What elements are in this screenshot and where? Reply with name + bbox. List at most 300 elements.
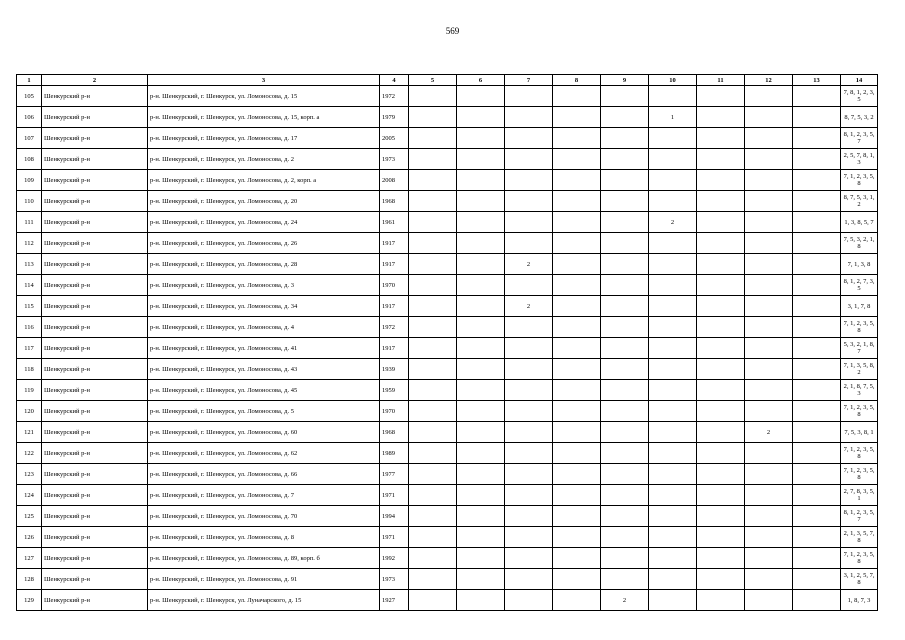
table-row [17, 422, 878, 443]
col-14-cell: 7, 1, 3, 8 [841, 254, 878, 275]
district-cell: Шенкурский р-н [42, 506, 148, 527]
col-7-cell [505, 590, 553, 611]
district-cell: Шенкурский р-н [42, 317, 148, 338]
district-cell: Шенкурский р-н [42, 191, 148, 212]
row-number-cell: 112 [17, 233, 42, 254]
col-9-cell [601, 527, 649, 548]
col-7-cell [505, 233, 553, 254]
col-8-cell [553, 422, 601, 443]
col-11-cell [697, 401, 745, 422]
col-6-cell [457, 485, 505, 506]
header-col-8: 8 [553, 75, 601, 86]
col-6-cell [457, 569, 505, 590]
district-cell: Шенкурский р-н [42, 569, 148, 590]
col-6-cell [457, 527, 505, 548]
col-11-cell [697, 443, 745, 464]
col-9-cell [601, 107, 649, 128]
col-14-cell: 7, 5, 3, 2, 1, 8 [841, 233, 878, 254]
col-8-cell [553, 191, 601, 212]
col-12-cell [745, 254, 793, 275]
col-13-cell [793, 149, 841, 170]
year-cell: 1971 [380, 527, 409, 548]
col-12-cell [745, 170, 793, 191]
col-5-cell [409, 506, 457, 527]
col-6-cell [457, 590, 505, 611]
col-5-cell [409, 233, 457, 254]
col-6-cell [457, 233, 505, 254]
col-9-cell [601, 380, 649, 401]
year-cell: 2005 [380, 128, 409, 149]
col-10-cell [649, 506, 697, 527]
year-cell: 1917 [380, 233, 409, 254]
col-7-cell [505, 338, 553, 359]
year-cell: 1970 [380, 401, 409, 422]
col-9-cell: 2 [601, 590, 649, 611]
year-cell: 1979 [380, 107, 409, 128]
table-row [17, 380, 878, 401]
col-5-cell [409, 548, 457, 569]
table-row [17, 191, 878, 212]
col-14-cell: 8, 7, 5, 3, 2 [841, 107, 878, 128]
district-cell: Шенкурский р-н [42, 527, 148, 548]
year-cell: 1959 [380, 380, 409, 401]
col-14-cell: 2, 5, 7, 8, 1, 3 [841, 149, 878, 170]
col-5-cell [409, 191, 457, 212]
table-row [17, 590, 878, 611]
row-number-cell: 127 [17, 548, 42, 569]
col-10-cell [649, 527, 697, 548]
district-cell: Шенкурский р-н [42, 422, 148, 443]
col-7-cell [505, 548, 553, 569]
col-6-cell [457, 338, 505, 359]
col-12-cell [745, 506, 793, 527]
district-cell: Шенкурский р-н [42, 590, 148, 611]
row-number-cell: 117 [17, 338, 42, 359]
col-9-cell [601, 275, 649, 296]
col-12-cell [745, 233, 793, 254]
col-6-cell [457, 359, 505, 380]
table-row [17, 149, 878, 170]
header-col-5: 5 [409, 75, 457, 86]
col-6-cell [457, 191, 505, 212]
col-5-cell [409, 590, 457, 611]
col-12-cell [745, 401, 793, 422]
col-13-cell [793, 464, 841, 485]
col-5-cell [409, 569, 457, 590]
address-cell: р-н. Шенкурский, г. Шенкурск, ул. Ломоносова, д. 20 [148, 191, 380, 212]
col-8-cell [553, 86, 601, 107]
col-7-cell [505, 107, 553, 128]
row-number-cell: 113 [17, 254, 42, 275]
row-number-cell: 105 [17, 86, 42, 107]
col-13-cell [793, 485, 841, 506]
district-cell: Шенкурский р-н [42, 338, 148, 359]
col-8-cell [553, 149, 601, 170]
col-12-cell: 2 [745, 422, 793, 443]
col-5-cell [409, 317, 457, 338]
table-row [17, 317, 878, 338]
col-5-cell [409, 338, 457, 359]
row-number-cell: 111 [17, 212, 42, 233]
district-cell: Шенкурский р-н [42, 170, 148, 191]
row-number-cell: 115 [17, 296, 42, 317]
table-row [17, 233, 878, 254]
col-8-cell [553, 359, 601, 380]
col-8-cell [553, 506, 601, 527]
col-13-cell [793, 527, 841, 548]
col-12-cell [745, 380, 793, 401]
col-7-cell: 2 [505, 296, 553, 317]
col-13-cell [793, 128, 841, 149]
address-cell: р-н. Шенкурский, г. Шенкурск, ул. Луначарского, д. 15 [148, 590, 380, 611]
col-7-cell [505, 569, 553, 590]
col-14-cell: 7, 1, 2, 3, 5, 8 [841, 401, 878, 422]
col-9-cell [601, 149, 649, 170]
col-11-cell [697, 506, 745, 527]
col-6-cell [457, 254, 505, 275]
district-cell: Шенкурский р-н [42, 86, 148, 107]
col-8-cell [553, 128, 601, 149]
col-8-cell [553, 254, 601, 275]
district-cell: Шенкурский р-н [42, 149, 148, 170]
col-9-cell [601, 401, 649, 422]
col-6-cell [457, 506, 505, 527]
housing-registry-table [16, 74, 878, 611]
col-7-cell [505, 506, 553, 527]
col-7-cell [505, 485, 553, 506]
table-row [17, 107, 878, 128]
col-13-cell [793, 506, 841, 527]
col-11-cell [697, 422, 745, 443]
col-5-cell [409, 359, 457, 380]
col-10-cell: 1 [649, 107, 697, 128]
col-6-cell [457, 401, 505, 422]
col-9-cell [601, 128, 649, 149]
col-5-cell [409, 254, 457, 275]
col-12-cell [745, 212, 793, 233]
col-14-cell: 8, 1, 2, 3, 5, 7 [841, 128, 878, 149]
col-11-cell [697, 317, 745, 338]
col-7-cell [505, 401, 553, 422]
col-5-cell [409, 212, 457, 233]
row-number-cell: 110 [17, 191, 42, 212]
table-row [17, 548, 878, 569]
table-row [17, 338, 878, 359]
col-11-cell [697, 212, 745, 233]
col-13-cell [793, 338, 841, 359]
year-cell: 1989 [380, 443, 409, 464]
year-cell: 1973 [380, 569, 409, 590]
header-col-1: 1 [17, 75, 42, 86]
header-col-13: 13 [793, 75, 841, 86]
col-11-cell [697, 149, 745, 170]
col-13-cell [793, 191, 841, 212]
district-cell: Шенкурский р-н [42, 443, 148, 464]
col-9-cell [601, 569, 649, 590]
row-number-cell: 128 [17, 569, 42, 590]
row-number-cell: 121 [17, 422, 42, 443]
table-row [17, 443, 878, 464]
col-14-cell: 8, 1, 2, 3, 5, 7 [841, 506, 878, 527]
col-14-cell: 3, 1, 2, 5, 7, 8 [841, 569, 878, 590]
col-5-cell [409, 401, 457, 422]
col-11-cell [697, 254, 745, 275]
col-6-cell [457, 86, 505, 107]
col-6-cell [457, 380, 505, 401]
col-14-cell: 2, 1, 8, 7, 5, 3 [841, 380, 878, 401]
col-9-cell [601, 485, 649, 506]
district-cell: Шенкурский р-н [42, 296, 148, 317]
col-12-cell [745, 443, 793, 464]
row-number-cell: 123 [17, 464, 42, 485]
col-13-cell [793, 254, 841, 275]
col-11-cell [697, 191, 745, 212]
col-9-cell [601, 233, 649, 254]
col-14-cell: 7, 1, 2, 3, 5, 8 [841, 170, 878, 191]
col-13-cell [793, 170, 841, 191]
col-10-cell [649, 380, 697, 401]
col-11-cell [697, 380, 745, 401]
col-8-cell [553, 485, 601, 506]
col-7-cell [505, 317, 553, 338]
col-14-cell: 1, 8, 7, 3 [841, 590, 878, 611]
col-7-cell [505, 464, 553, 485]
col-9-cell [601, 170, 649, 191]
year-cell: 2008 [380, 170, 409, 191]
district-cell: Шенкурский р-н [42, 254, 148, 275]
col-14-cell: 2, 1, 3, 5, 7, 8 [841, 527, 878, 548]
row-number-cell: 119 [17, 380, 42, 401]
row-number-cell: 108 [17, 149, 42, 170]
col-10-cell: 2 [649, 212, 697, 233]
col-8-cell [553, 212, 601, 233]
col-12-cell [745, 527, 793, 548]
year-cell: 1994 [380, 506, 409, 527]
row-number-cell: 122 [17, 443, 42, 464]
col-8-cell [553, 338, 601, 359]
col-9-cell [601, 317, 649, 338]
col-8-cell [553, 170, 601, 191]
col-8-cell [553, 233, 601, 254]
col-7-cell [505, 380, 553, 401]
col-14-cell: 5, 3, 2, 1, 8, 7 [841, 338, 878, 359]
table-row [17, 359, 878, 380]
col-5-cell [409, 443, 457, 464]
table-row [17, 485, 878, 506]
col-10-cell [649, 254, 697, 275]
col-13-cell [793, 275, 841, 296]
col-10-cell [649, 233, 697, 254]
col-7-cell [505, 443, 553, 464]
col-6-cell [457, 464, 505, 485]
col-9-cell [601, 86, 649, 107]
col-7-cell [505, 275, 553, 296]
row-number-cell: 120 [17, 401, 42, 422]
col-13-cell [793, 212, 841, 233]
header-col-9: 9 [601, 75, 649, 86]
col-10-cell [649, 338, 697, 359]
col-8-cell [553, 107, 601, 128]
col-10-cell [649, 422, 697, 443]
col-10-cell [649, 128, 697, 149]
district-cell: Шенкурский р-н [42, 128, 148, 149]
col-8-cell [553, 464, 601, 485]
row-number-cell: 107 [17, 128, 42, 149]
col-9-cell [601, 443, 649, 464]
address-cell: р-н. Шенкурский, г. Шенкурск, ул. Ломоносова, д. 34 [148, 296, 380, 317]
row-number-cell: 118 [17, 359, 42, 380]
col-11-cell [697, 548, 745, 569]
col-9-cell [601, 422, 649, 443]
col-6-cell [457, 107, 505, 128]
address-cell: р-н. Шенкурский, г. Шенкурск, ул. Ломоносова, д. 66 [148, 464, 380, 485]
col-13-cell [793, 380, 841, 401]
col-8-cell [553, 569, 601, 590]
header-col-11: 11 [697, 75, 745, 86]
address-cell: р-н. Шенкурский, г. Шенкурск, ул. Ломоносова, д. 41 [148, 338, 380, 359]
year-cell: 1972 [380, 86, 409, 107]
col-11-cell [697, 527, 745, 548]
col-10-cell [649, 485, 697, 506]
address-cell: р-н. Шенкурский, г. Шенкурск, ул. Ломоносова, д. 62 [148, 443, 380, 464]
col-7-cell [505, 86, 553, 107]
col-7-cell [505, 527, 553, 548]
col-13-cell [793, 569, 841, 590]
district-cell: Шенкурский р-н [42, 380, 148, 401]
address-cell: р-н. Шенкурский, г. Шенкурск, ул. Ломоносова, д. 26 [148, 233, 380, 254]
col-12-cell [745, 338, 793, 359]
header-col-4: 4 [380, 75, 409, 86]
col-12-cell [745, 128, 793, 149]
col-9-cell [601, 191, 649, 212]
col-11-cell [697, 569, 745, 590]
col-11-cell [697, 590, 745, 611]
col-6-cell [457, 422, 505, 443]
table-body [17, 86, 878, 611]
row-number-cell: 106 [17, 107, 42, 128]
col-14-cell: 2, 7, 8, 3, 5, 1 [841, 485, 878, 506]
header-col-10: 10 [649, 75, 697, 86]
col-10-cell [649, 275, 697, 296]
address-cell: р-н. Шенкурский, г. Шенкурск, ул. Ломоносова, д. 91 [148, 569, 380, 590]
col-5-cell [409, 422, 457, 443]
table-row [17, 296, 878, 317]
col-13-cell [793, 590, 841, 611]
col-9-cell [601, 212, 649, 233]
address-cell: р-н. Шенкурский, г. Шенкурск, ул. Ломоносова, д. 8 [148, 527, 380, 548]
col-9-cell [601, 506, 649, 527]
address-cell: р-н. Шенкурский, г. Шенкурск, ул. Ломоносова, д. 7 [148, 485, 380, 506]
col-11-cell [697, 359, 745, 380]
col-12-cell [745, 296, 793, 317]
address-cell: р-н. Шенкурский, г. Шенкурск, ул. Ломоносова, д. 5 [148, 401, 380, 422]
col-8-cell [553, 275, 601, 296]
district-cell: Шенкурский р-н [42, 485, 148, 506]
col-6-cell [457, 443, 505, 464]
col-5-cell [409, 170, 457, 191]
col-12-cell [745, 317, 793, 338]
district-cell: Шенкурский р-н [42, 401, 148, 422]
district-cell: Шенкурский р-н [42, 464, 148, 485]
year-cell: 1961 [380, 212, 409, 233]
address-cell: р-н. Шенкурский, г. Шенкурск, ул. Ломоносова, д. 28 [148, 254, 380, 275]
col-6-cell [457, 128, 505, 149]
year-cell: 1973 [380, 149, 409, 170]
col-14-cell: 7, 1, 3, 5, 8, 2 [841, 359, 878, 380]
district-cell: Шенкурский р-н [42, 233, 148, 254]
col-8-cell [553, 401, 601, 422]
address-cell: р-н. Шенкурский, г. Шенкурск, ул. Ломоносова, д. 45 [148, 380, 380, 401]
col-8-cell [553, 590, 601, 611]
col-13-cell [793, 107, 841, 128]
col-11-cell [697, 275, 745, 296]
col-11-cell [697, 128, 745, 149]
year-cell: 1977 [380, 464, 409, 485]
col-10-cell [649, 443, 697, 464]
col-10-cell [649, 548, 697, 569]
header-col-6: 6 [457, 75, 505, 86]
year-cell: 1917 [380, 338, 409, 359]
col-14-cell: 3, 1, 7, 8 [841, 296, 878, 317]
row-number-cell: 129 [17, 590, 42, 611]
col-6-cell [457, 170, 505, 191]
page-number: 569 [445, 26, 460, 36]
header-col-12: 12 [745, 75, 793, 86]
col-11-cell [697, 170, 745, 191]
year-cell: 1992 [380, 548, 409, 569]
year-cell: 1927 [380, 590, 409, 611]
col-14-cell: 7, 1, 2, 3, 5, 8 [841, 317, 878, 338]
district-cell: Шенкурский р-н [42, 212, 148, 233]
col-6-cell [457, 317, 505, 338]
table-row [17, 527, 878, 548]
table-row [17, 86, 878, 107]
header-col-14: 14 [841, 75, 878, 86]
col-11-cell [697, 86, 745, 107]
col-13-cell [793, 233, 841, 254]
col-10-cell [649, 296, 697, 317]
col-8-cell [553, 527, 601, 548]
header-col-2: 2 [42, 75, 148, 86]
col-12-cell [745, 107, 793, 128]
col-7-cell [505, 149, 553, 170]
col-8-cell [553, 317, 601, 338]
col-10-cell [649, 191, 697, 212]
address-cell: р-н. Шенкурский, г. Шенкурск, ул. Ломоносова, д. 24 [148, 212, 380, 233]
header-col-7: 7 [505, 75, 553, 86]
col-10-cell [649, 590, 697, 611]
col-9-cell [601, 464, 649, 485]
col-11-cell [697, 464, 745, 485]
col-10-cell [649, 464, 697, 485]
col-10-cell [649, 569, 697, 590]
col-13-cell [793, 443, 841, 464]
col-14-cell: 7, 8, 1, 2, 3, 5 [841, 86, 878, 107]
table-row [17, 212, 878, 233]
col-10-cell [649, 170, 697, 191]
col-11-cell [697, 296, 745, 317]
col-7-cell [505, 212, 553, 233]
col-7-cell [505, 128, 553, 149]
address-cell: р-н. Шенкурский, г. Шенкурск, ул. Ломоносова, д. 2, корп. а [148, 170, 380, 191]
col-14-cell: 1, 3, 8, 5, 7 [841, 212, 878, 233]
table-row [17, 506, 878, 527]
col-12-cell [745, 86, 793, 107]
col-9-cell [601, 296, 649, 317]
col-14-cell: 8, 7, 5, 3, 1, 2 [841, 191, 878, 212]
address-cell: р-н. Шенкурский, г. Шенкурск, ул. Ломоносова, д. 3 [148, 275, 380, 296]
col-7-cell [505, 422, 553, 443]
